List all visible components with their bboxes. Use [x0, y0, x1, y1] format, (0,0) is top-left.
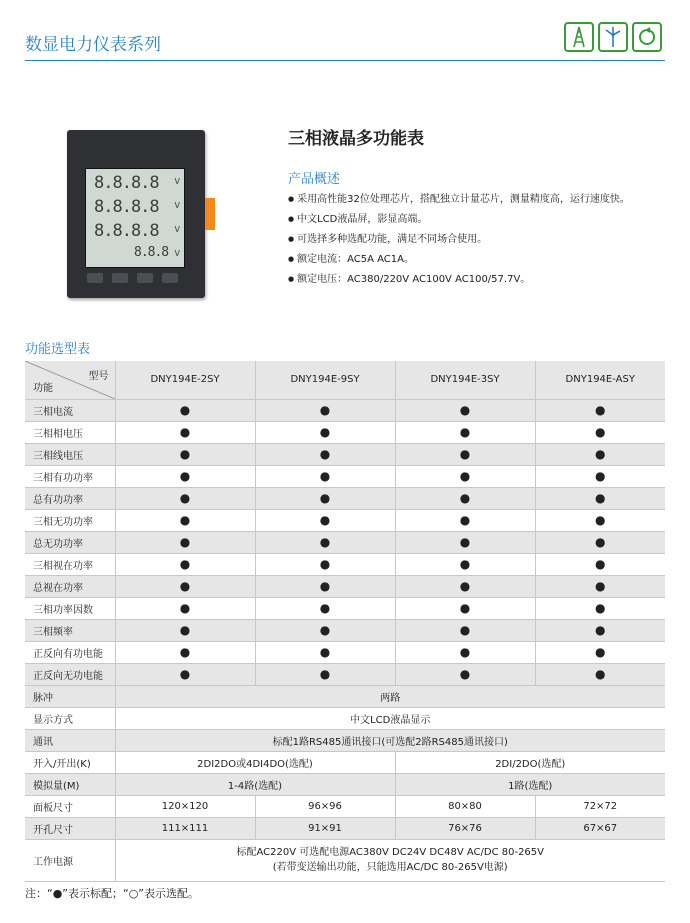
feature-row-label: 总视在功率	[25, 575, 115, 597]
feature-row-label: 三相相电压	[25, 421, 115, 443]
standard-dot: ●	[255, 531, 395, 553]
product-title: 三相液晶多功能表	[288, 129, 424, 149]
feature-row	[25, 597, 665, 619]
lcd-unit: V	[174, 201, 180, 210]
standard-dot: ●	[395, 553, 535, 575]
feature-row-label: 三相视在功率	[25, 553, 115, 575]
row-value: 67×67	[535, 817, 665, 839]
feature-row	[25, 399, 665, 421]
wind-turbine-icon	[598, 22, 628, 52]
standard-dot: ●	[535, 509, 665, 531]
table-row	[25, 795, 665, 817]
feature-list	[288, 190, 630, 290]
feature-item: ● 采用高性能32位处理芯片，搭配独立计量芯片，测量精度高，运行速度快。	[288, 190, 630, 210]
standard-dot: ●	[535, 553, 665, 575]
lcd-row: 8.8.8.8	[94, 197, 159, 217]
standard-dot: ●	[395, 509, 535, 531]
standard-dot: ●	[535, 487, 665, 509]
feature-row-label: 三相电流	[25, 399, 115, 421]
meter-key	[87, 273, 103, 283]
header-function-label: 功能	[33, 382, 53, 394]
standard-dot: ●	[395, 443, 535, 465]
standard-dot: ●	[535, 575, 665, 597]
row-value: 111×111	[115, 817, 255, 839]
standard-dot: ●	[535, 421, 665, 443]
feature-row	[25, 619, 665, 641]
row-value: 120×120	[115, 795, 255, 817]
meter-lcd	[85, 168, 185, 268]
feature-rows	[25, 399, 665, 685]
feature-row	[25, 663, 665, 685]
series-title: 数显电力仪表系列	[25, 35, 161, 55]
feature-item: ● 额定电压：AC380/220V AC100V AC100/57.7V。	[288, 270, 630, 290]
standard-dot: ●	[535, 641, 665, 663]
standard-dot: ●	[115, 553, 255, 575]
row-value: 两路	[115, 685, 665, 707]
header-divider	[25, 60, 665, 61]
standard-dot: ●	[115, 619, 255, 641]
standard-dot: ●	[115, 465, 255, 487]
model-header: DNY194E-3SY	[395, 361, 535, 399]
meter-key	[137, 273, 153, 283]
standard-dot: ●	[255, 443, 395, 465]
meter-key	[162, 273, 178, 283]
recycle-icon	[632, 22, 662, 52]
meter-device-image	[67, 130, 217, 300]
standard-dot: ●	[535, 619, 665, 641]
lcd-row: 8.8.8.8	[94, 221, 159, 241]
standard-dot: ●	[395, 597, 535, 619]
standard-dot: ●	[535, 443, 665, 465]
standard-dot: ●	[115, 443, 255, 465]
row-value	[115, 839, 665, 881]
feature-row	[25, 641, 665, 663]
standard-dot: ●	[395, 421, 535, 443]
standard-dot: ●	[255, 663, 395, 685]
row-value: 80×80	[395, 795, 535, 817]
standard-dot: ●	[395, 641, 535, 663]
table-row	[25, 707, 665, 729]
standard-dot: ●	[255, 575, 395, 597]
standard-dot: ●	[255, 421, 395, 443]
row-value: 2DI2DO或4DI4DO(选配)	[115, 751, 395, 773]
feature-row-label: 正反向无功电能	[25, 663, 115, 685]
row-value: 96×96	[255, 795, 395, 817]
lcd-row: 8.8.8.8	[94, 173, 159, 193]
power-line: (若带变送输出功能，只能选用AC/DC 80-265V电源)	[272, 862, 508, 873]
lcd-unit: V	[174, 177, 180, 186]
row-label: 通讯	[25, 729, 115, 751]
row-value: 1路(选配)	[395, 773, 665, 795]
overview-title: 产品概述	[288, 172, 341, 187]
header-model-label: 型号	[88, 371, 109, 382]
row-value: 72×72	[535, 795, 665, 817]
lcd-unit: V	[174, 249, 180, 258]
meter-mounting-bracket	[205, 198, 215, 230]
table-row	[25, 773, 665, 795]
meter-frame	[67, 130, 205, 298]
table-header-row	[25, 361, 665, 399]
feature-row-label: 三相频率	[25, 619, 115, 641]
row-label: 工作电源	[25, 839, 115, 881]
feature-item: ● 中文LCD液晶屏，影显高端。	[288, 210, 630, 230]
tower-icon	[564, 22, 594, 52]
model-header: DNY194E-2SY	[115, 361, 255, 399]
standard-dot: ●	[255, 553, 395, 575]
feature-row	[25, 487, 665, 509]
function-selection-table	[25, 361, 665, 882]
standard-dot: ●	[115, 509, 255, 531]
table-title: 功能选型表	[25, 342, 91, 357]
standard-dot: ●	[255, 399, 395, 421]
standard-dot: ●	[255, 597, 395, 619]
feature-row-label: 三相无功功率	[25, 509, 115, 531]
feature-row-label: 三相功率因数	[25, 597, 115, 619]
feature-row	[25, 553, 665, 575]
standard-dot: ●	[535, 399, 665, 421]
standard-dot: ●	[255, 619, 395, 641]
standard-dot: ●	[535, 597, 665, 619]
standard-dot: ●	[395, 575, 535, 597]
feature-row-label: 总无功功率	[25, 531, 115, 553]
feature-row	[25, 531, 665, 553]
row-value: 中文LCD液晶显示	[115, 707, 665, 729]
diagonal-header-cell	[25, 361, 115, 399]
row-label: 面板尺寸	[25, 795, 115, 817]
standard-dot: ●	[115, 663, 255, 685]
standard-dot: ●	[535, 663, 665, 685]
row-label: 模拟量(M)	[25, 773, 115, 795]
lcd-row: 8.8.8	[134, 245, 169, 260]
feature-row-label: 正反向有功电能	[25, 641, 115, 663]
row-label: 开入/开出(K)	[25, 751, 115, 773]
standard-dot: ●	[115, 399, 255, 421]
table-row	[25, 751, 665, 773]
feature-row-label: 总有功功率	[25, 487, 115, 509]
feature-row	[25, 421, 665, 443]
standard-dot: ●	[255, 487, 395, 509]
feature-row	[25, 575, 665, 597]
standard-dot: ●	[395, 487, 535, 509]
row-label: 开孔尺寸	[25, 817, 115, 839]
row-label: 显示方式	[25, 707, 115, 729]
row-value: 2DI/2DO(选配)	[395, 751, 665, 773]
footnote: 注：“●”表示标配；“○”表示选配。	[25, 887, 199, 900]
standard-dot: ●	[115, 531, 255, 553]
standard-dot: ●	[395, 619, 535, 641]
standard-dot: ●	[115, 575, 255, 597]
standard-dot: ●	[255, 641, 395, 663]
meter-key	[112, 273, 128, 283]
standard-dot: ●	[115, 641, 255, 663]
feature-item: ● 额定电流：AC5A AC1A。	[288, 250, 630, 270]
feature-row-label: 三相线电压	[25, 443, 115, 465]
standard-dot: ●	[115, 597, 255, 619]
standard-dot: ●	[115, 421, 255, 443]
model-header: DNY194E-ASY	[535, 361, 665, 399]
row-value: 标配1路RS485通讯接口(可选配2路RS485通讯接口)	[115, 729, 665, 751]
standard-dot: ●	[535, 465, 665, 487]
feature-row	[25, 509, 665, 531]
table-row	[25, 839, 665, 881]
model-header: DNY194E-9SY	[255, 361, 395, 399]
row-value: 91×91	[255, 817, 395, 839]
standard-dot: ●	[535, 531, 665, 553]
standard-dot: ●	[115, 487, 255, 509]
row-value: 1-4路(选配)	[115, 773, 395, 795]
row-label: 脉冲	[25, 685, 115, 707]
table-row	[25, 729, 665, 751]
feature-row-label: 三相有功功率	[25, 465, 115, 487]
standard-dot: ●	[395, 465, 535, 487]
feature-row	[25, 443, 665, 465]
standard-dot: ●	[255, 509, 395, 531]
table-row	[25, 817, 665, 839]
standard-dot: ●	[255, 465, 395, 487]
table-row	[25, 685, 665, 707]
standard-dot: ●	[395, 663, 535, 685]
lcd-unit: V	[174, 225, 180, 234]
standard-dot: ●	[395, 531, 535, 553]
row-value: 76×76	[395, 817, 535, 839]
feature-row	[25, 465, 665, 487]
power-line: 标配AC220V 可选配电源AC380V DC24V DC48V AC/DC 80-265V	[236, 847, 544, 858]
standard-dot: ●	[395, 399, 535, 421]
feature-item: ● 可选择多种选配功能，满足不同场合使用。	[288, 230, 630, 250]
header-badges	[564, 22, 662, 52]
